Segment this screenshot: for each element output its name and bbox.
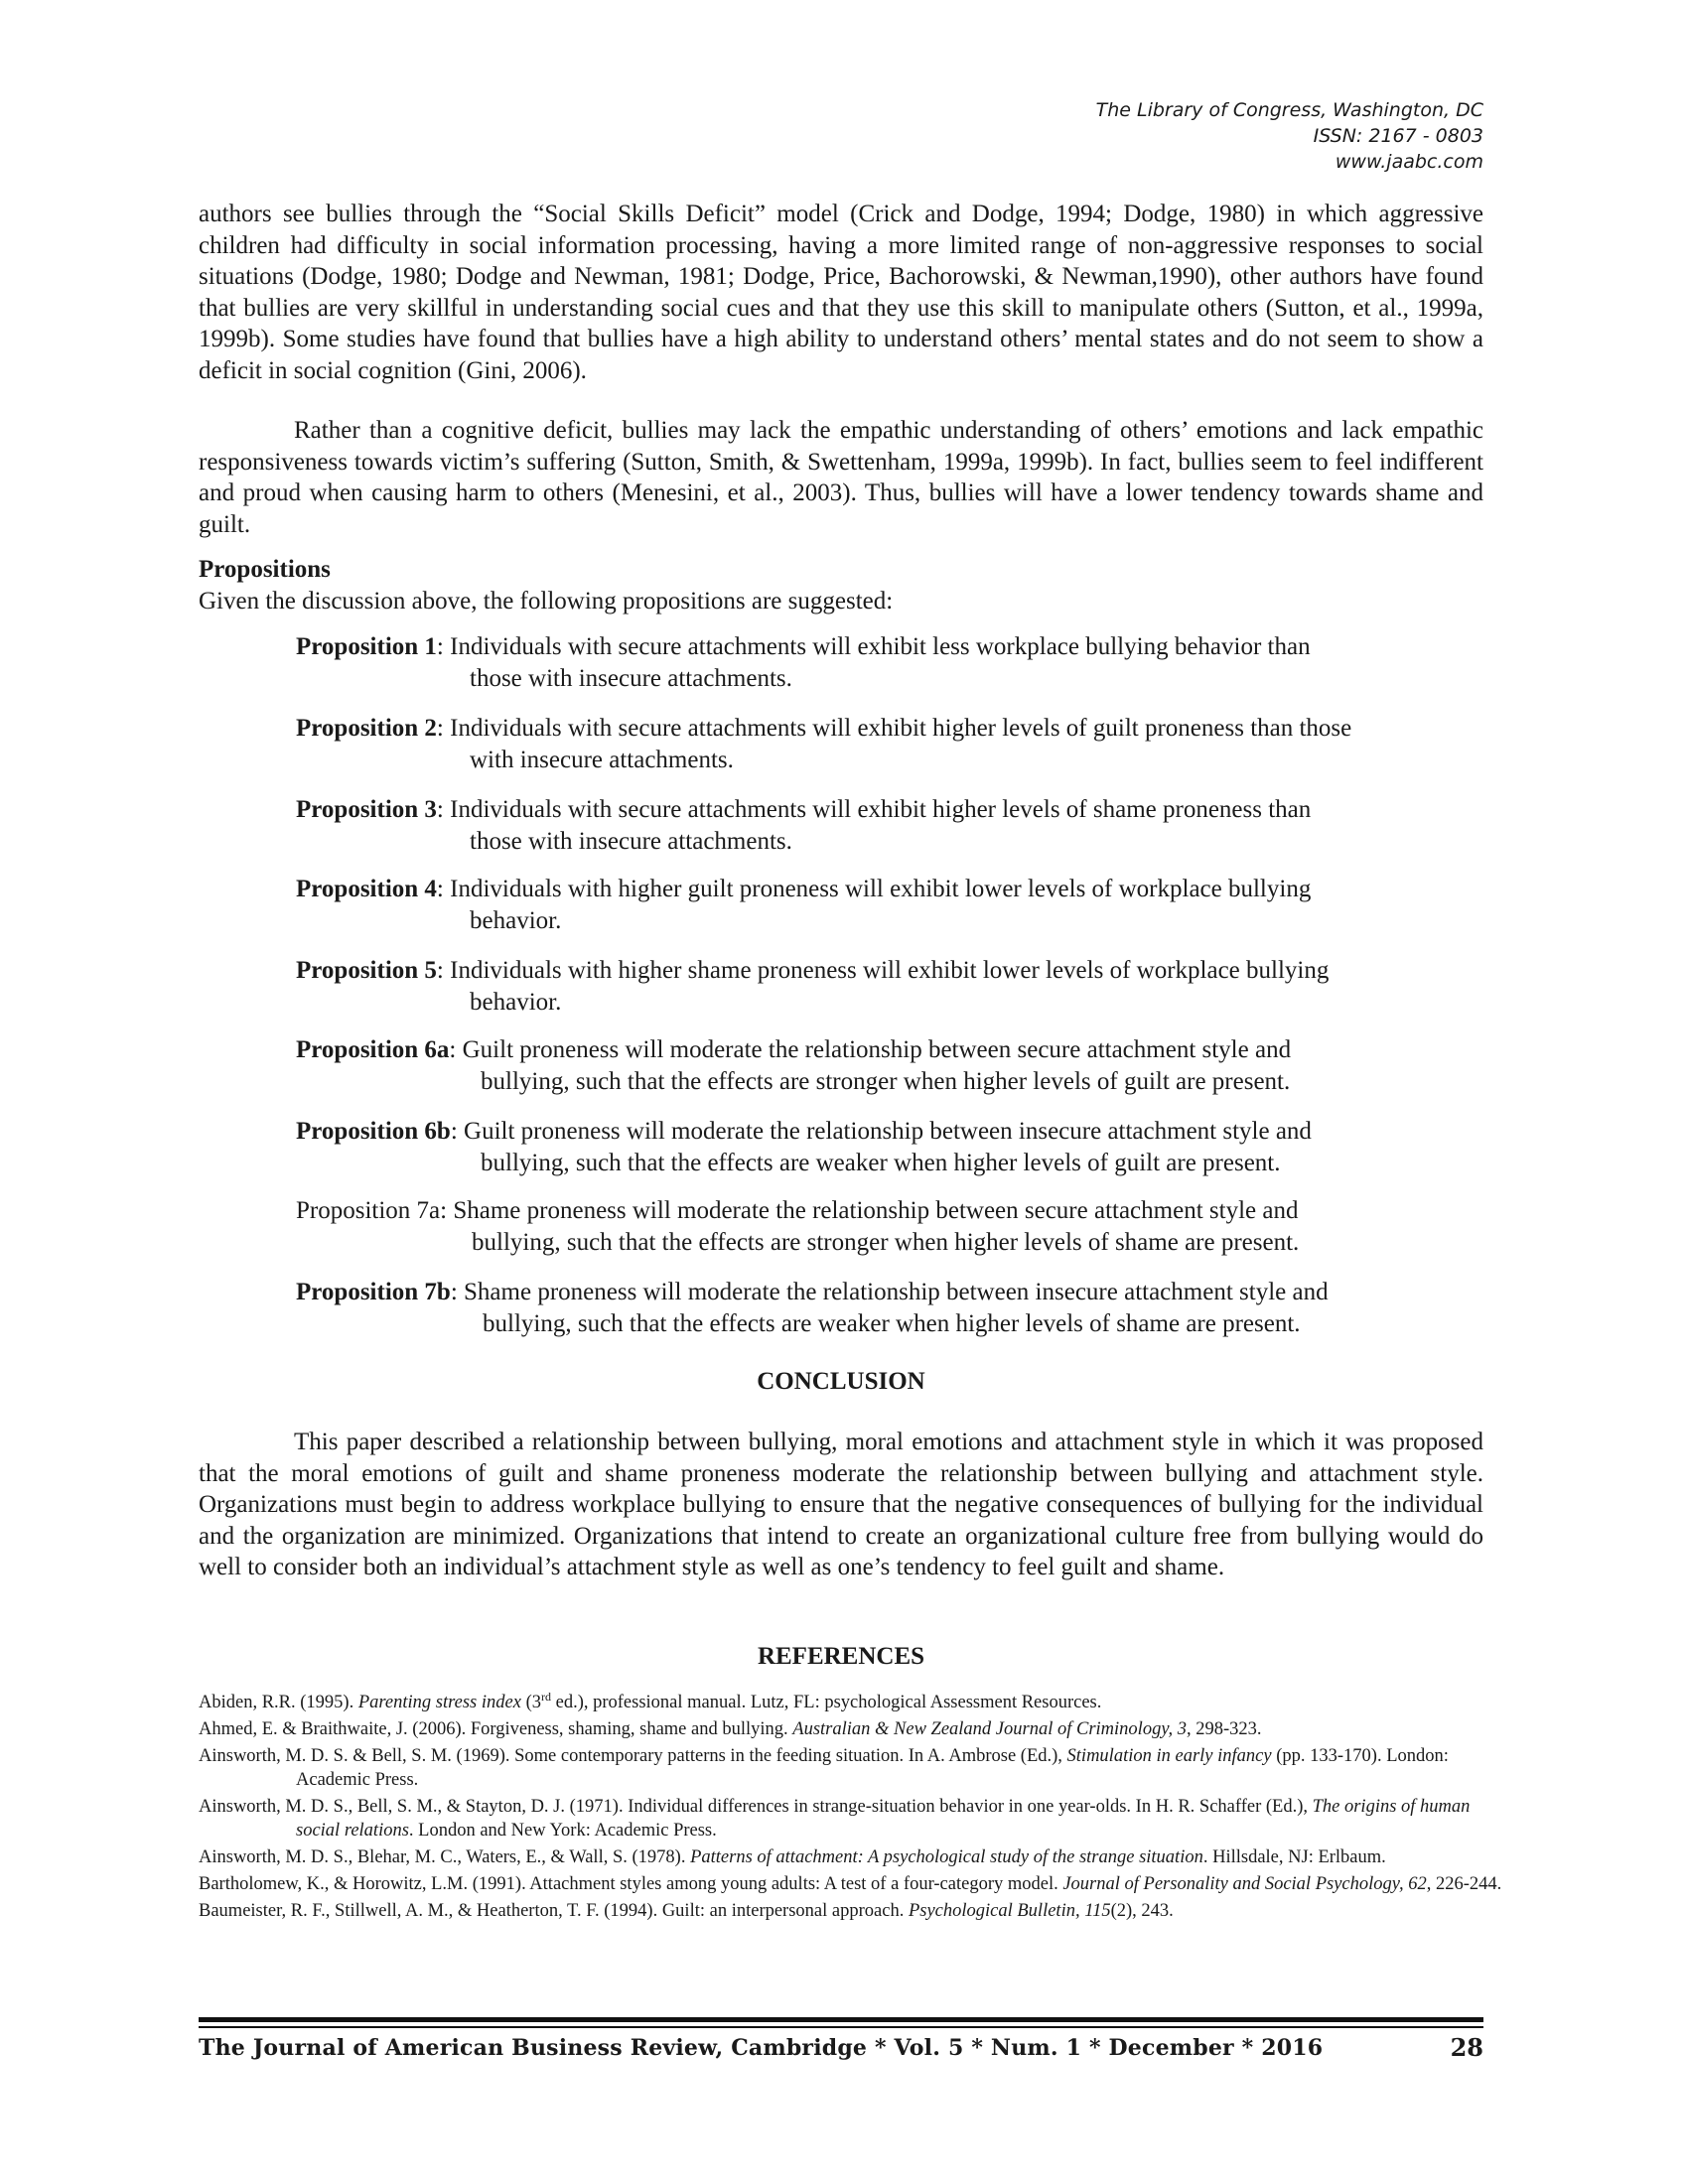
reference-entry: Abiden, R.R. (1995). Parenting stress index (3rd ed.), professional manual. Lutz, FL: psychological Assessment Resources. <box>199 1690 1102 1712</box>
conclusion-heading: CONCLUSION <box>757 1368 925 1395</box>
reference-entry: Bartholomew, K., & Horowitz, L.M. (1991). Attachment styles among young adults: A test of a four-category model. Journal of Personality and Social Psychology, 62, 226-244. <box>199 1874 1502 1894</box>
reference-entry: Ahmed, E. & Braithwaite, J. (2006). Forgiveness, shaming, shame and bullying. Australian & New Zealand Journal of Criminology, 3, 298-323. <box>199 1719 1262 1739</box>
masthead-website: www.jaabc.com <box>1335 151 1483 173</box>
proposition-3: Proposition 3: Individuals with secure attachments will exhibit higher levels of shame proneness than those with insecure attachments. <box>296 794 1311 857</box>
proposition-text-cont: those with insecure attachments. <box>470 664 792 692</box>
masthead <box>888 97 1483 175</box>
proposition-label: Proposition 3 <box>296 796 437 823</box>
proposition-text-cont: bullying, such that the effects are weaker when higher levels of guilt are present. <box>481 1149 1281 1176</box>
footer-rule-thick <box>199 2017 1483 2022</box>
reference-entry: Ainsworth, M. D. S., Blehar, M. C., Waters, E., & Wall, S. (1978). Patterns of attachment: A psychological study of the strange situation. Hillsdale, NJ: Erlbaum. <box>199 1847 1386 1867</box>
proposition-text: Shame proneness will moderate the relationship between secure attachment style and <box>453 1197 1299 1224</box>
proposition-text: Individuals with higher guilt proneness will exhibit lower levels of workplace bullying <box>450 876 1312 902</box>
proposition-text-cont: behavior. <box>470 906 562 934</box>
proposition-label: Proposition 7b <box>296 1279 451 1305</box>
proposition-text-cont: those with insecure attachments. <box>470 827 792 855</box>
proposition-text: Guilt proneness will moderate the relationship between insecure attachment style and <box>464 1118 1312 1145</box>
proposition-label: Proposition 2 <box>296 715 437 742</box>
proposition-text: Individuals with secure attachments will exhibit higher levels of guilt proneness than those <box>450 715 1352 742</box>
proposition-text-cont: bullying, such that the effects are weaker when higher levels of shame are present. <box>483 1309 1301 1337</box>
proposition-label: Proposition 6a <box>296 1036 450 1063</box>
proposition-label: Proposition 7a <box>296 1197 441 1224</box>
proposition-text-cont: behavior. <box>470 988 562 1016</box>
proposition-7b: Proposition 7b: Shame proneness will moderate the relationship between insecure attachment style and bullying, such that the effects are weaker when higher levels of shame are present. <box>296 1277 1329 1339</box>
proposition-6b: Proposition 6b: Guilt proneness will moderate the relationship between insecure attachment style and bullying, such that the effects are weaker when higher levels of guilt are present. <box>296 1116 1312 1178</box>
reference-entry: Ainsworth, M. D. S., Bell, S. M., & Stayton, D. J. (1971). Individual differences in strange-situation behavior in one year-olds. In H. R. Schaffer (Ed.), The origins of human social relations. London and New York: Academic Press. <box>199 1797 1471 1841</box>
proposition-label: Proposition 5 <box>296 957 437 984</box>
page-number: 28 <box>1450 2033 1483 2062</box>
body-paragraph-2: Rather than a cognitive deficit, bullies may lack the empathic understanding of others’ emotions and lack empathic responsiveness towards victim’s suffering (Sutton, Smith, & Swettenham, 1999a, 1999b). In fact, bullies seem to feel indifferent and proud when causing harm to others (Menesini, et al., 2003). Thus, bullies will have a lower tendency towards shame and guilt. <box>199 417 1483 538</box>
masthead-library: The Library of Congress, Washington, DC <box>1095 99 1483 121</box>
proposition-label: Proposition 6b <box>296 1118 451 1145</box>
proposition-text: Individuals with secure attachments will exhibit less workplace bullying behavior than <box>450 633 1311 660</box>
footer-rule-thin <box>199 2026 1483 2028</box>
proposition-text-cont: bullying, such that the effects are stronger when higher levels of guilt are present. <box>481 1067 1291 1095</box>
propositions-intro: Given the discussion above, the following propositions are suggested: <box>199 588 894 614</box>
masthead-issn: ISSN: 2167 - 0803 <box>1313 125 1483 147</box>
proposition-1: Proposition 1: Individuals with secure attachments will exhibit less workplace bullying behavior than those with insecure attachments. <box>296 631 1311 694</box>
propositions-heading: Propositions <box>199 556 331 583</box>
proposition-5: Proposition 5: Individuals with higher shame proneness will exhibit lower levels of workplace bullying behavior. <box>296 955 1329 1018</box>
proposition-text: Shame proneness will moderate the relationship between insecure attachment style and <box>464 1279 1329 1305</box>
proposition-6a: Proposition 6a: Guilt proneness will moderate the relationship between secure attachment style and bullying, such that the effects are stronger when higher levels of guilt are present. <box>296 1034 1291 1097</box>
proposition-4: Proposition 4: Individuals with higher guilt proneness will exhibit lower levels of workplace bullying behavior. <box>296 874 1311 936</box>
proposition-text-cont: with insecure attachments. <box>470 746 734 773</box>
proposition-text-cont: bullying, such that the effects are stronger when higher levels of shame are present. <box>472 1228 1300 1256</box>
conclusion-paragraph: This paper described a relationship between bullying, moral emotions and attachment style in which it was proposed that the moral emotions of guilt and shame proneness moderate the relationship between bullying and attachment style. Organizations must begin to address workplace bullying to ensure that the negative consequences of bullying for the individual and the organization are minimized. Organizations that intend to create an organizational culture free from bullying would do well to consider both an individual’s attachment style as well as one’s tendency to feel guilt and shame. <box>199 1429 1483 1580</box>
body-paragraph-1: authors see bullies through the “Social Skills Deficit” model (Crick and Dodge, 1994; Dodge, 1980) in which aggressive children had difficulty in social information processing, having a more limited range of non-aggressive responses to social situations (Dodge, 1980; Dodge and Newman, 1981; Dodge, Price, Bachorowski, & Newman,1990), other authors have found that bullies are very skillful in understanding social cues and that they use this skill to manipulate others (Sutton, et al., 1999a, 1999b). Some studies have found that bullies have a high ability to understand others’ mental states and do not seem to show a deficit in social cognition (Gini, 2006). <box>199 201 1483 384</box>
proposition-2: Proposition 2: Individuals with secure attachments will exhibit higher levels of guilt proneness than those with insecure attachments. <box>296 713 1351 775</box>
reference-list <box>199 1691 1509 1926</box>
proposition-label: Proposition 4 <box>296 876 437 902</box>
references-heading: REFERENCES <box>757 1643 925 1670</box>
footer-journal-info: The Journal of American Business Review, Cambridge * Vol. 5 * Num. 1 * December * 2016 <box>199 2035 1324 2061</box>
proposition-7a: Proposition 7a: Shame proneness will moderate the relationship between secure attachment style and bullying, such that the effects are stronger when higher levels of shame are present. <box>296 1195 1299 1258</box>
proposition-text: Guilt proneness will moderate the relationship between secure attachment style and <box>462 1036 1292 1063</box>
proposition-label: Proposition 1 <box>296 633 437 660</box>
reference-entry: Baumeister, R. F., Stillwell, A. M., & Heatherton, T. F. (1994). Guilt: an interpersonal approach. Psychological Bulletin, 115(2), 243. <box>199 1901 1174 1921</box>
proposition-text: Individuals with higher shame proneness will exhibit lower levels of workplace bullying <box>450 957 1330 984</box>
reference-entry: Ainsworth, M. D. S. & Bell, S. M. (1969). Some contemporary patterns in the feeding situation. In A. Ambrose (Ed.), Stimulation in early infancy (pp. 133-170). London: Academic Press. <box>199 1746 1449 1790</box>
proposition-text: Individuals with secure attachments will exhibit higher levels of shame proneness than <box>450 796 1312 823</box>
